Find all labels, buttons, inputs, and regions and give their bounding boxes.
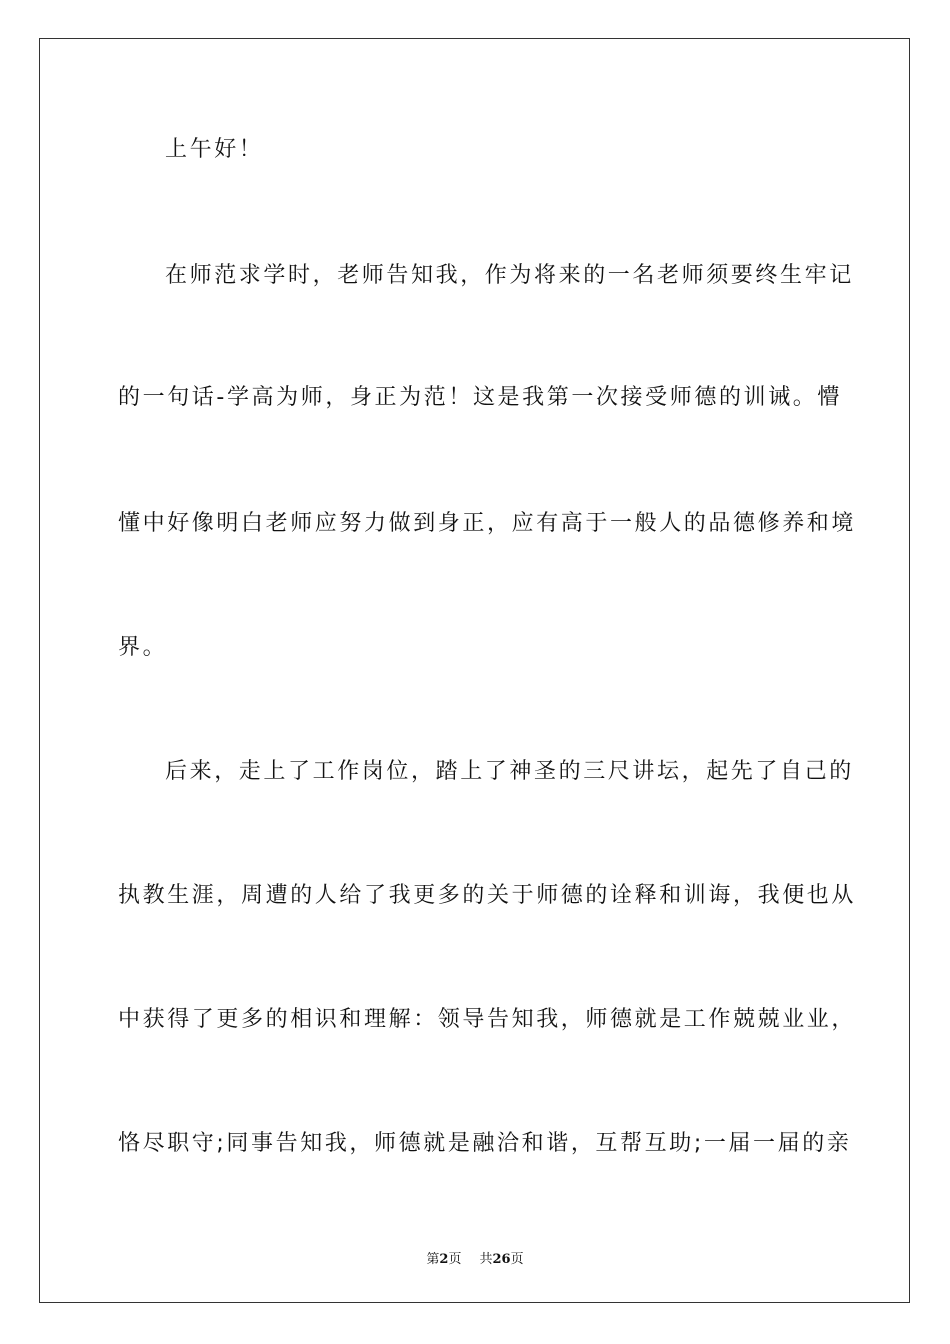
greeting-line: 上午好！ bbox=[165, 137, 264, 162]
paragraph-line: 懂中好像明白老师应努力做到身正，应有高于一般人的品德修养和境 bbox=[118, 511, 857, 536]
page-number: 2 bbox=[439, 1252, 449, 1267]
paragraph-line: 中获得了更多的相识和理解：领导告知我，师德就是工作兢兢业业， bbox=[118, 1007, 857, 1032]
page-prefix: 第 bbox=[426, 1252, 440, 1267]
total-prefix: 共 bbox=[479, 1252, 493, 1267]
total-suffix: 页 bbox=[510, 1252, 524, 1267]
paragraph-line: 执教生涯，周遭的人给了我更多的关于师德的诠释和训诲，我便也从 bbox=[118, 883, 857, 908]
total-pages: 26 bbox=[492, 1252, 511, 1267]
paragraph-line: 在师范求学时，老师告知我，作为将来的一名老师须要终生牢记 bbox=[165, 263, 854, 288]
page-footer bbox=[0, 1248, 950, 1267]
page-suffix: 页 bbox=[448, 1252, 462, 1267]
page-border bbox=[39, 38, 910, 1303]
paragraph-line: 的一句话-学高为师，身正为范！这是我第一次接受师德的训诫。懵 bbox=[118, 385, 842, 410]
paragraph-line: 恪尽职守;同事告知我，师德就是融洽和谐，互帮互助;一届一届的亲 bbox=[118, 1131, 852, 1156]
paragraph-line: 后来，走上了工作岗位，踏上了神圣的三尺讲坛，起先了自己的 bbox=[165, 759, 854, 784]
paragraph-line: 界。 bbox=[118, 635, 168, 660]
